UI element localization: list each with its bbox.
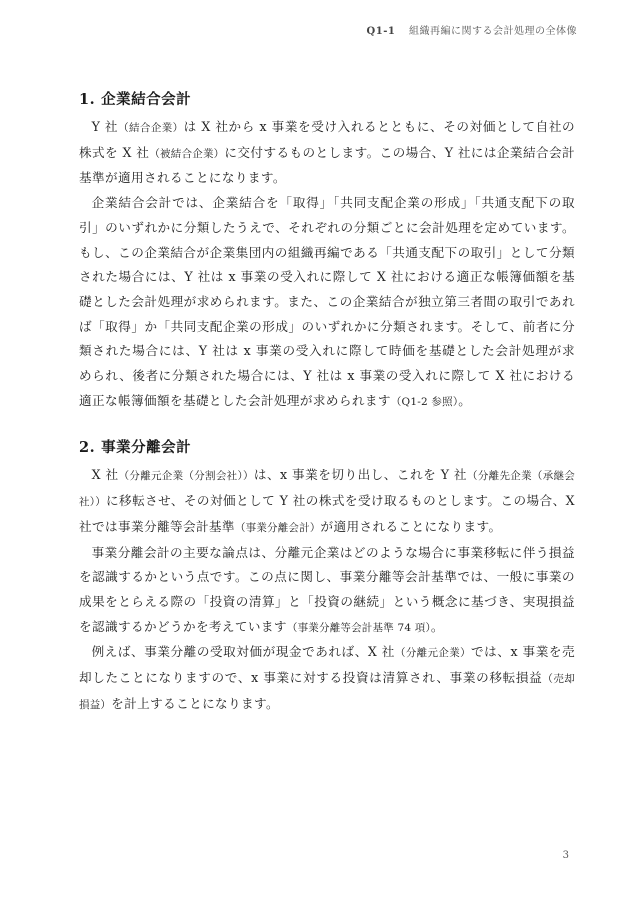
- text-run: に移転させ、その対価として Y 社の株式を受け取るものとします。この場合、X 社では事業分離等会計基準: [79, 493, 575, 534]
- running-header: [367, 22, 577, 37]
- text-run: 事業分離会計の主要な論点は、分離元企業はどのような場合に事業移転に伴う損益を認識するかという点です。この点に関し、事業分離等会計基準では、一般に事業の成果をとらえる際の「投資の清算」と「投資の継続」という概念に基づき、実現損益を認識するかどうかを考えています: [79, 544, 575, 634]
- parenthetical-note: （売却損益）: [79, 673, 575, 711]
- paragraph: [79, 115, 575, 191]
- text-run: では、x 事業を売却したことになりますので、x 事業に対する投資は清算され、事業の移転損益: [79, 644, 575, 686]
- section-business-divestiture: [79, 436, 575, 717]
- chapter-code: Q1-1: [366, 26, 396, 37]
- paragraph: [79, 463, 575, 540]
- section-business-combination: [79, 88, 575, 414]
- parenthetical-note: （分離元企業）: [394, 647, 471, 660]
- section-number: 2.: [79, 439, 96, 457]
- page-body: [79, 88, 575, 739]
- paragraph: [79, 191, 575, 414]
- text-run: は、x 事業を切り出し、これを Y 社: [253, 467, 468, 483]
- parenthetical-note: （被結合企業）: [149, 147, 225, 160]
- section-title: 企業結合会計: [101, 91, 192, 108]
- parenthetical-note: （分離元企業（分割会社））: [118, 470, 254, 483]
- text-run: は X 社から x 事業を受け入れるとともに、その対価として自社の株式を X 社: [79, 119, 576, 160]
- text-run: Y 社: [91, 119, 119, 134]
- parenthetical-note: （分離先企業（承継会社））: [79, 470, 576, 509]
- cross-reference-note: （Q1-2 参照）: [390, 395, 459, 408]
- paragraph: [79, 640, 575, 717]
- section-number: 1.: [79, 91, 96, 108]
- section-heading: [79, 436, 575, 460]
- text-run: が適用されることになります。: [320, 518, 502, 534]
- citation-note: （事業分離等会計基準 74 項）: [286, 621, 431, 634]
- text-run: 。: [458, 392, 472, 408]
- running-header-title: 組織再編に関する会計処理の全体像: [409, 26, 577, 37]
- parenthetical-note: （結合企業）: [118, 122, 184, 134]
- parenthetical-note: （事業分離会計）: [234, 521, 321, 534]
- text-run: 例えば、事業分離の受取対価が現金であれば、X 社: [91, 644, 395, 660]
- text-run: 企業結合会計では、企業結合を「取得」「共同支配企業の形成」「共通支配下の取引」のいずれかに分類したうえで、それぞれの分類ごとに会計処理を定めています。もし、この企業結合が企業集団内の組織再編である「共通支配下の取引」として分類された場合には、Y 社は x 事業の受入れに際して X 社における適正な帳簿価額を基礎とした会計処理が求められます。また、この企業結合が独立第三者間の取引であれば「取得」か「共同支配企業の形成」のいずれかに分類されます。そして、前者に分類された場合には、Y 社は x 事業の受入れに際して時価を基礎とした会計処理が求められ、後者に分類された場合には、Y 社は x 事業の受入れに際して X 社における適正な帳簿価額を基礎とした会計処理が求められます: [79, 195, 575, 408]
- paragraph: [79, 541, 575, 641]
- section-title: 事業分離会計: [101, 439, 192, 457]
- text-run: X 社: [91, 467, 119, 483]
- text-run: 。: [430, 618, 444, 634]
- text-run: を計上することになります。: [111, 695, 280, 711]
- text-run: に交付するものとします。この場合、Y 社には企業結合会計基準が適用されることになります。: [79, 144, 575, 186]
- page-number: 3: [562, 850, 569, 861]
- section-heading: [79, 88, 575, 112]
